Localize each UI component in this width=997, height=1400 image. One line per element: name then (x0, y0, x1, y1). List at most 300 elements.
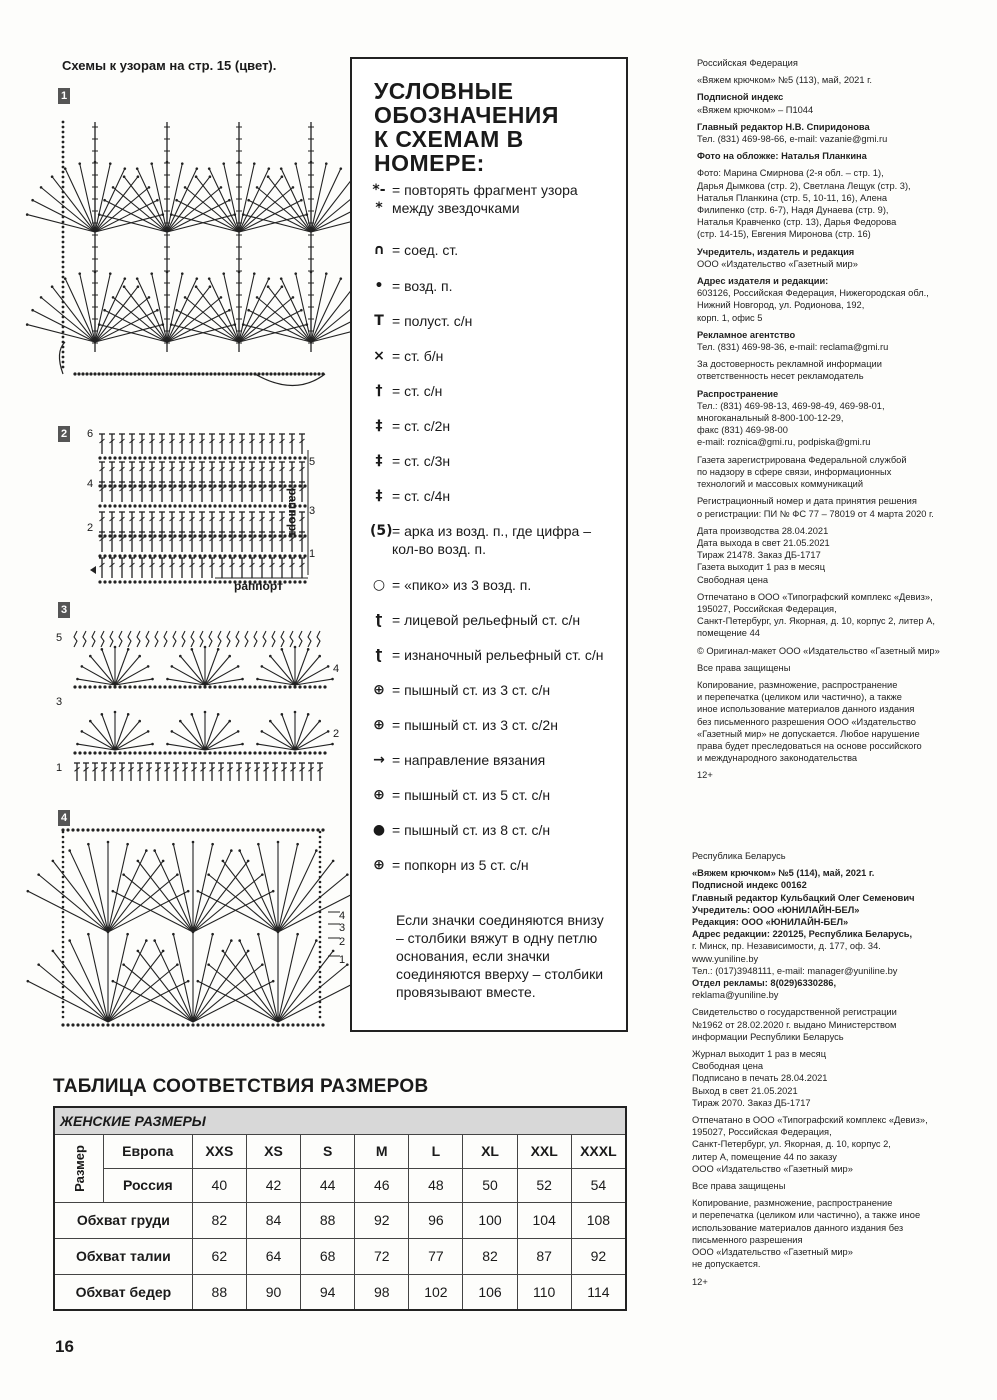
diagram-mark (105, 372, 108, 375)
diagram-mark (178, 456, 181, 459)
size-label: Размер (71, 1145, 87, 1192)
diagram-mark (286, 1023, 289, 1026)
imprint-line: помещение 44 (697, 628, 760, 639)
diagram-mark (198, 456, 201, 459)
europe-label: Европа (103, 1134, 192, 1168)
diagram-mark (208, 554, 211, 557)
diagram-mark (163, 504, 166, 507)
diagram-mark (62, 1011, 65, 1014)
legend-item (370, 382, 620, 400)
diagram-mark (188, 484, 191, 487)
imprint-line: Свободная цена (697, 574, 769, 585)
diagram-mark (301, 828, 304, 831)
legend-item (370, 452, 620, 470)
diagram-mark (218, 685, 221, 688)
diagram-mark (153, 751, 156, 754)
diagram-mark (180, 721, 205, 750)
diagram-mark (222, 950, 225, 953)
diagram-mark (296, 1023, 299, 1026)
diagram-mark (62, 226, 65, 229)
diagram-mark (98, 685, 101, 688)
diagram-mark (238, 484, 241, 487)
imprint-line: 195027, Российская Федерация, (697, 603, 837, 614)
diagram-mark (89, 372, 92, 375)
diagram-mark (87, 933, 90, 936)
diagram-mark (198, 504, 201, 507)
diagram-mark (175, 309, 178, 312)
imprint-line: Копирование, размножение, распространение (692, 1198, 893, 1209)
table-cell: XL (463, 1134, 517, 1168)
diagram-mark (143, 685, 146, 688)
diagram-mark (248, 456, 251, 459)
imprint-line: Регистрационный номер и дата принятия решения (697, 496, 917, 507)
legend-box (350, 57, 628, 1032)
diagram-mark (201, 828, 204, 831)
diagram-mark (62, 351, 65, 354)
diagram-mark (188, 534, 191, 537)
table-cell: 114 (571, 1274, 626, 1310)
diagram-mark (168, 534, 171, 537)
diagram-mark (150, 272, 153, 275)
diagram-mark (148, 580, 151, 583)
diagram-mark (111, 1023, 114, 1026)
diagram-mark (81, 372, 84, 375)
legend-symbol-icon: ⊕ (373, 787, 385, 803)
diagram-mark (108, 484, 111, 487)
scheme-2-row-5: 5 (309, 456, 316, 468)
table-cell: XXS (192, 1134, 246, 1168)
diagram-mark (118, 484, 121, 487)
diagram-mark (178, 504, 181, 507)
diagram-mark (288, 751, 291, 754)
diagram-mark (191, 648, 194, 651)
table-cell: 52 (517, 1168, 571, 1202)
diagram-mark (278, 484, 281, 487)
diagram-mark (246, 828, 249, 831)
diagram-mark (181, 372, 184, 375)
imprint-line: 12+ (697, 770, 713, 781)
diagram-mark (205, 714, 218, 750)
diagram-mark (163, 751, 166, 754)
diagram-mark (228, 456, 231, 459)
diagram-mark (188, 456, 191, 459)
diagram-mark (138, 685, 141, 688)
diagram-mark (146, 828, 149, 831)
diagram-mark (133, 504, 136, 507)
imprint-line: Газета выходит 1 раз в месяц (697, 562, 826, 573)
imprint-line: Главный редактор Кульбацкий Олег Семенович (692, 892, 915, 903)
diagram-mark (62, 221, 65, 224)
diagram-mark (288, 580, 291, 583)
diagram-mark (249, 372, 252, 375)
imprint-line: и международного законодательства (697, 753, 858, 764)
imprint-line: №1962 от 28.02.2020 г. выдано Министерством (692, 1019, 897, 1030)
diagram-mark (62, 281, 65, 284)
imprint-line: Тел. (831) 469-98-66, e-mail: vazanie@gmi.ru (697, 134, 888, 145)
diagram-mark (128, 534, 131, 537)
diagram-mark (62, 856, 65, 859)
diagram-mark (218, 504, 221, 507)
diagram-mark (281, 279, 311, 342)
legend-text: = пышный ст. из 3 ст. с/2н (392, 717, 558, 733)
table-cell: 50 (463, 1168, 517, 1202)
diagram-mark (62, 236, 65, 239)
diagram-mark (62, 981, 65, 984)
diagram-mark (293, 685, 296, 688)
imprint-line: ООО «Издательство «Газетный мир» (692, 1247, 853, 1258)
diagram-mark (230, 939, 233, 942)
diagram-mark (223, 456, 226, 459)
diagram-mark (241, 1023, 244, 1026)
diagram-mark (319, 931, 322, 934)
diagram-mark (153, 504, 156, 507)
diagram-mark (256, 186, 259, 189)
diagram-mark (303, 504, 306, 507)
diagram-mark (296, 843, 299, 846)
diagram-mark (150, 162, 153, 165)
diagram-mark (238, 751, 241, 754)
diagram-mark (62, 261, 65, 264)
diagram-mark (163, 580, 166, 583)
diagram-mark (247, 860, 250, 863)
diagram-mark (193, 372, 196, 375)
diagram-mark (133, 685, 136, 688)
diagram-mark (189, 372, 192, 375)
diagram-mark (101, 648, 104, 651)
diagram-mark (90, 656, 115, 685)
diagram-mark (261, 665, 264, 668)
diagram-mark (62, 141, 65, 144)
diagram-mark (123, 504, 126, 507)
diagram-mark (66, 1023, 69, 1026)
diagram-mark (238, 685, 241, 688)
legend-text: = ст. с/2н (392, 418, 451, 434)
diagram-mark (213, 372, 216, 375)
diagram-mark (85, 372, 88, 375)
diagram-mark (78, 272, 81, 275)
diagram-mark (261, 1023, 264, 1026)
legend-text: = направление вязания (392, 752, 546, 768)
diagram-mark (311, 279, 341, 342)
legend-item (370, 417, 620, 435)
diagram-mark (157, 372, 160, 375)
size-table-title: ТАБЛИЦА СООТВЕТСТВИЯ РАЗМЕРОВ (53, 1076, 429, 1097)
diagram-mark (276, 828, 279, 831)
diagram-mark (37, 963, 40, 966)
diagram-mark (148, 554, 151, 557)
diagram-mark (206, 1023, 209, 1026)
diagram-mark (62, 286, 65, 289)
diagram-mark (163, 685, 166, 688)
diagram-mark (148, 484, 151, 487)
diagram-mark (217, 372, 220, 375)
imprint-line: письменного разрешения (692, 1234, 803, 1245)
diagram-mark (180, 656, 205, 685)
diagram-mark (197, 980, 200, 983)
diagram-mark (211, 828, 214, 831)
diagram-mark (110, 631, 113, 647)
diagram-mark (248, 534, 251, 537)
diagram-mark (161, 828, 164, 831)
diagram-mark (196, 277, 199, 280)
diagram-mark (143, 504, 146, 507)
legend-item (370, 646, 620, 664)
diagram-mark (293, 751, 296, 754)
imprint-line: «Вяжем крючком» – П1044 (697, 104, 814, 115)
scheme-3-diagram (65, 625, 340, 785)
diagram-mark (137, 279, 167, 342)
diagram-mark (204, 711, 207, 714)
imprint-line: Тел.: (831) 469-98-13, 469-98-49, 469-98-01, (697, 400, 885, 411)
diagram-mark (26, 213, 29, 216)
imprint-line: литер А, помещение 44 по заказу (692, 1151, 837, 1162)
diagram-mark (261, 963, 264, 966)
diagram-mark (200, 631, 203, 647)
imprint-line: Свободная цена (692, 1061, 764, 1072)
diagram-mark (153, 685, 156, 688)
diagram-mark (277, 931, 280, 934)
diagram-mark (173, 554, 176, 557)
diagram-mark (184, 296, 187, 299)
diagram-mark (138, 554, 141, 557)
diagram-mark (273, 456, 276, 459)
diagram-mark (205, 656, 230, 685)
diagram-mark (258, 554, 261, 557)
diagram-mark (281, 648, 284, 651)
diagram-mark (243, 554, 246, 557)
diagram-mark (77, 372, 80, 375)
diagram-mark (103, 309, 106, 312)
diagram-mark (123, 554, 126, 557)
diagram-mark (108, 554, 111, 557)
diagram-mark (263, 685, 266, 688)
diagram-mark (145, 849, 148, 852)
diagram-mark (296, 828, 299, 831)
diagram-mark (62, 931, 65, 934)
diagram-mark (115, 656, 140, 685)
legend-text: = изнаночный рельефный ст. с/н (392, 647, 604, 663)
diagram-mark (266, 828, 269, 831)
imprint-line: не допускается. (692, 1259, 761, 1270)
diagram-mark (118, 456, 121, 459)
diagram-mark (263, 456, 266, 459)
imprint-line: Подписано в печать 28.04.2021 (692, 1073, 828, 1084)
diagram-mark (62, 846, 65, 849)
diagram-mark (146, 1023, 149, 1026)
diagram-mark (203, 554, 206, 557)
diagram-mark (280, 167, 283, 170)
diagram-mark (319, 901, 322, 904)
imprint-line: (стр. 14-15), Евгения Миронова (стр. 16) (697, 229, 871, 240)
diagram-mark (163, 554, 166, 557)
table-cell: 54 (571, 1168, 626, 1202)
diagram-mark (253, 456, 256, 459)
diagram-mark (273, 372, 276, 375)
diagram-mark (156, 828, 159, 831)
schemes-caption: Схемы к узорам на стр. 15 (цвет). (62, 58, 277, 73)
diagram-mark (278, 751, 281, 754)
diagram-mark (62, 316, 65, 319)
diagram-mark (136, 277, 139, 280)
diagram-mark (332, 860, 335, 863)
diagram-mark (122, 873, 125, 876)
imprint-line: Наталья Планкина (стр. 5, 10-11, 16), Алена (697, 192, 888, 203)
diagram-mark (319, 971, 322, 974)
diagram-mark (258, 484, 261, 487)
diagram-mark (62, 861, 65, 864)
diagram-mark (297, 372, 300, 375)
diagram-mark (112, 890, 115, 893)
diagram-mark (113, 751, 116, 754)
diagram-mark (62, 176, 65, 179)
diagram-mark (318, 655, 321, 658)
diagram-mark (116, 828, 119, 831)
imprint-line: Дата выхода в свет 21.05.2021 (697, 537, 830, 548)
diagram-mark (182, 631, 185, 647)
diagram-mark (62, 986, 65, 989)
diagram-mark (257, 843, 260, 846)
diagram-mark (62, 136, 65, 139)
diagram-mark (62, 201, 65, 204)
diagram-mark (198, 891, 278, 932)
diagram-mark (332, 950, 335, 953)
diagram-mark (247, 309, 250, 312)
diagram-mark (267, 175, 270, 178)
diagram-mark (103, 456, 106, 459)
diagram-mark (102, 714, 115, 750)
diagram-mark (76, 743, 79, 746)
imprint-line: «Вяжем крючком» №5 (114), май, 2021 г. (692, 868, 875, 879)
legend-symbol-icon: *-* (372, 182, 386, 216)
diagram-mark (247, 199, 250, 202)
diagram-mark (171, 828, 174, 831)
legend-note: Если значки соединяются внизу – столбики вяжут в одну петлю основания, если значки соединяются вверху – столбики провязывают вместе. (396, 912, 604, 1000)
diagram-mark (119, 631, 122, 647)
legend-item (370, 241, 620, 259)
diagram-mark (283, 554, 286, 557)
diagram-mark (158, 751, 161, 754)
diagram-mark (179, 655, 182, 658)
diagram-mark (195, 285, 198, 288)
scheme-1-diagram (55, 112, 330, 402)
diagram-mark (95, 279, 125, 342)
imprint-russia (697, 57, 940, 782)
legend-symbol-icon: ● (372, 822, 386, 838)
diagram-mark (256, 296, 259, 299)
diagram-mark (103, 554, 106, 557)
diagram-mark (28, 891, 108, 932)
diagram-mark (271, 828, 274, 831)
diagram-mark (281, 372, 284, 375)
imprint-line: Фото на обложке: Наталья Планкина (697, 151, 867, 162)
diagram-mark (70, 941, 108, 1022)
diagram-mark (62, 166, 65, 169)
diagram-mark (319, 906, 322, 909)
diagram-mark (198, 685, 201, 688)
diagram-mark (319, 856, 322, 859)
table-cell: 82 (192, 1202, 246, 1238)
imprint-line: Адрес редакции: 220125, Республика Беларусь, (692, 929, 913, 940)
diagram-mark (170, 213, 173, 216)
diagram-mark (248, 685, 251, 688)
diagram-mark (102, 649, 115, 685)
diagram-mark (138, 456, 141, 459)
diagram-mark (123, 751, 126, 754)
diagram-mark (203, 751, 206, 754)
diagram-mark (89, 720, 92, 723)
diagram-mark (141, 828, 144, 831)
diagram-mark (243, 751, 246, 754)
diagram-mark (258, 504, 261, 507)
diagram-mark (318, 751, 321, 754)
diagram-mark (248, 554, 251, 557)
diagram-mark (148, 685, 151, 688)
imprint-line: права будет преследоваться на основе российского (697, 740, 922, 751)
diagram-mark (178, 751, 181, 754)
legend-symbol-icon: • (374, 278, 384, 294)
diagram-mark (222, 860, 225, 863)
scheme-2-row-1: 1 (309, 548, 316, 560)
diagram-mark (208, 504, 211, 507)
imprint-line: использование материалов данного издания без (692, 1222, 904, 1233)
diagram-mark (89, 655, 92, 658)
diagram-mark (62, 886, 65, 889)
diagram-mark (303, 580, 306, 583)
table-cell: 90 (246, 1274, 300, 1310)
diagram-mark (223, 504, 226, 507)
diagram-mark (136, 1023, 139, 1026)
legend-symbol-icon: ○ (372, 577, 386, 593)
legend-item (370, 487, 620, 505)
diagram-mark (188, 751, 191, 754)
diagram-mark (138, 504, 141, 507)
diagram-mark (268, 504, 271, 507)
diagram-mark (97, 372, 100, 375)
diagram-mark (237, 372, 240, 375)
diagram-mark (293, 372, 296, 375)
diagram-mark (62, 321, 65, 324)
diagram-mark (239, 279, 269, 342)
diagram-mark (193, 685, 196, 688)
diagram-mark (98, 484, 101, 487)
diagram-mark (106, 828, 109, 831)
diagram-mark (51, 285, 54, 288)
imprint-line: Отдел рекламы: 8(029)6330286, (692, 978, 837, 989)
diagram-mark (293, 580, 296, 583)
diagram-mark (319, 941, 322, 944)
imprint-line: Свидетельство о государственной регистрации (692, 1007, 897, 1018)
diagram-mark (197, 372, 200, 375)
diagram-mark (176, 963, 179, 966)
legend-text: = возд. п. (392, 278, 453, 294)
imprint-line: Санкт-Петербург, ул. Якорная, д. 10, корпус 2, литер А, (697, 616, 935, 627)
diagram-mark (319, 981, 322, 984)
page-number: 16 (55, 1337, 74, 1356)
diagram-mark (233, 685, 236, 688)
diagram-mark (163, 456, 166, 459)
imprint-line: и перепечатка (целиком или частично), а также (697, 692, 902, 703)
legend-symbol-icon: ⊕ (373, 682, 385, 698)
size-table (53, 1106, 627, 1311)
imprint-line: Рекламное агентство (697, 329, 796, 340)
diagram-mark (319, 846, 322, 849)
imprint-line: Подписной индекс 00162 (692, 880, 807, 891)
diagram-mark (261, 873, 264, 876)
diagram-mark (65, 169, 95, 232)
diagram-mark (258, 456, 261, 459)
diagram-mark (188, 685, 191, 688)
diagram-mark (213, 554, 216, 557)
